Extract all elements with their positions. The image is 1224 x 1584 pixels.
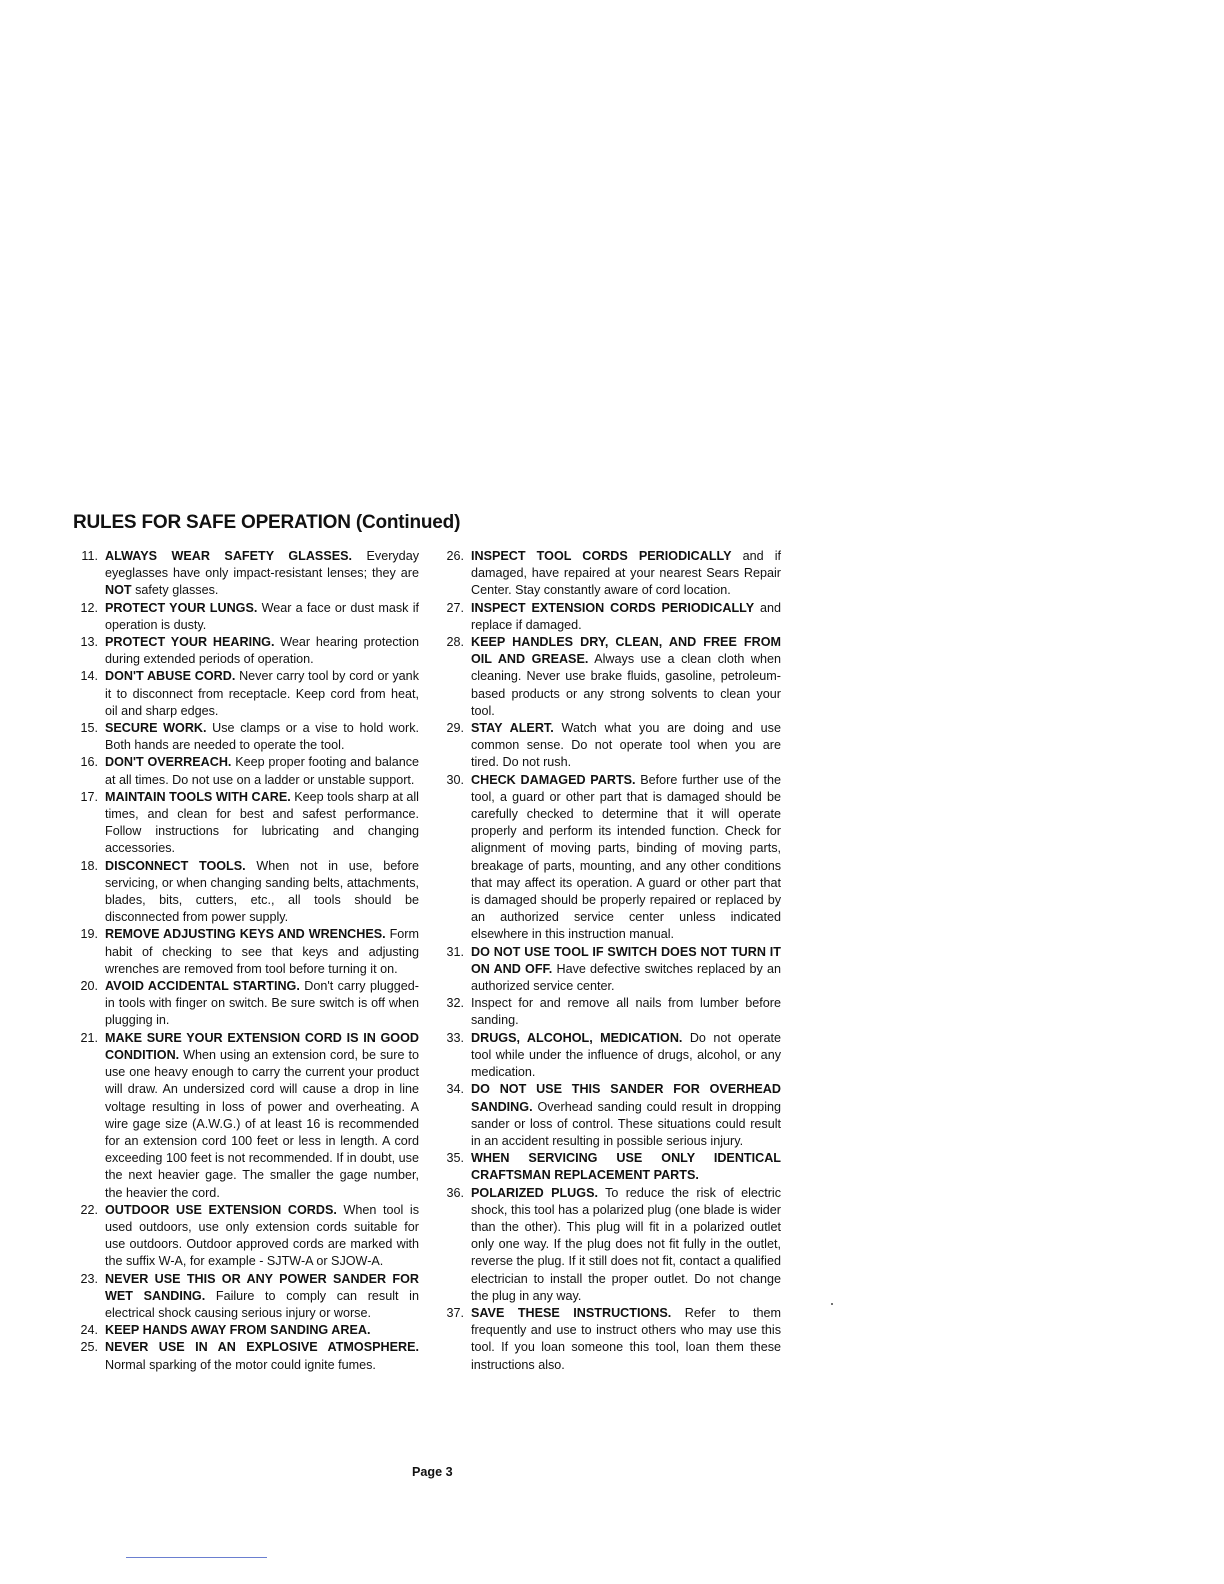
rule-text: and replace if damaged. <box>471 600 782 632</box>
rule-text: Overhead sanding could result in dropping sander or loss of control. These situations could result in an accident resulting in possible serious injury. <box>471 1099 781 1148</box>
rule-heading: MAKE SURE YOUR EXTENSION CORD IS IN GOOD CONDITION. <box>105 1030 419 1062</box>
rule-text: To reduce the risk of electric shock, this tool has a polarized plug (one blade is wider than the other). This plug will fit in a polarized outlet only one way. If the plug does not fit fully in the outlet, reverse the plug. If it still does not fit, contact a qualified electrician to install the proper outlet. Do not change the plug in any way. <box>471 1185 781 1303</box>
rule-heading: CHECK DAMAGED PARTS. <box>471 772 636 787</box>
rule-item <box>74 1030 419 1202</box>
rule-number: 20. <box>80 979 98 994</box>
rule-text: Refer to them frequently and use to instruct others who may use this tool. If you loan someone this tool, loan them these instructions also. <box>471 1305 782 1372</box>
rule-heading: KEEP HANDLES DRY, CLEAN, AND FREE FROM OIL AND GREASE. <box>471 635 781 667</box>
rule-text: Watch what you are doing and use common sense. Do not operate tool when you are tired. Do not rush. <box>471 721 781 770</box>
rule-number: 21. <box>80 1030 98 1045</box>
rule-number: 17. <box>80 789 98 804</box>
rule-text: When using an extension cord, be sure to use one heavy enough to carry the current your product will draw. An undersized cord will cause a drop in line voltage resulting in loss of power and overheating. A wire gage size (A.W.G.) of at least 16 is recommended for an extension cord 100 feet or less in length. A cord exceeding 100 feet is not recommended. If in doubt, use the next heavier gage. The smaller the gage number, the heavier the cord. <box>105 1047 419 1200</box>
rule-number: 34. <box>446 1082 464 1097</box>
rule-number: 12. <box>80 600 98 615</box>
rule-text: Keep proper footing and balance at all times. Do not use on a ladder or unstable support. <box>105 755 420 787</box>
rule-heading: KEEP HANDS AWAY FROM SANDING AREA. <box>105 1323 371 1338</box>
rule-text: When not in use, before servicing, or when changing sanding belts, attachments, blades, bits, cutters, etc., all tools should be disconnected from power supply. <box>105 858 419 925</box>
rule-heading: NEVER USE IN AN EXPLOSIVE ATMOSPHERE. <box>105 1340 419 1355</box>
rule-heading: DO NOT USE THIS SANDER FOR OVERHEAD SANDING. <box>471 1082 781 1114</box>
rule-heading: MAINTAIN TOOLS WITH CARE. <box>105 789 291 804</box>
page-number: Page 3 <box>412 1465 453 1479</box>
rule-text: Don't carry plugged-in tools with finger on switch. Be sure switch is off when plugging in. <box>105 979 419 1028</box>
rule-text: Do not operate tool while under the influence of drugs, alcohol, or any medication. <box>471 1030 781 1080</box>
rule-text-tail: safety glasses. <box>131 583 219 598</box>
rule-number: 18. <box>80 858 98 873</box>
rule-number: 16. <box>80 755 98 770</box>
page-title: RULES FOR SAFE OPERATION (Continued) <box>73 512 461 533</box>
rule-item <box>74 1322 419 1339</box>
rule-text: Normal sparking of the motor could ignite fumes. <box>105 1357 376 1372</box>
rule-heading: REMOVE ADJUSTING KEYS AND WRENCHES. <box>105 927 386 942</box>
rule-number: 30. <box>446 772 464 787</box>
rule-number: 33. <box>446 1030 464 1045</box>
rule-text: and if damaged, have repaired at your nearest Sears Repair Center. Stay constantly aware of cord location. <box>471 549 781 598</box>
rule-heading: INSPECT TOOL CORDS PERIODICALLY <box>471 549 732 563</box>
rule-heading: ALWAYS WEAR SAFETY GLASSES. <box>105 549 353 563</box>
rule-item <box>74 1339 419 1373</box>
rule-item <box>74 634 419 668</box>
rule-heading: AVOID ACCIDENTAL STARTING. <box>105 979 300 994</box>
rule-heading: POLARIZED PLUGS. <box>471 1185 598 1200</box>
rule-number: 22. <box>80 1202 98 1217</box>
rule-item <box>440 1185 781 1305</box>
rule-item <box>74 926 419 978</box>
rule-number: 31. <box>446 944 464 959</box>
rule-heading: DON'T ABUSE CORD. <box>105 669 236 684</box>
rule-text: Wear a face or dust mask if operation is dusty. <box>105 600 419 632</box>
rule-item <box>74 600 419 634</box>
rule-item <box>440 720 781 772</box>
rule-item <box>440 1030 781 1082</box>
rule-item <box>74 789 419 858</box>
rule-heading: OUTDOOR USE EXTENSION CORDS. <box>105 1202 337 1217</box>
rule-item <box>440 1081 781 1150</box>
rule-heading: DO NOT USE TOOL IF SWITCH DOES NOT TURN IT ON AND OFF. <box>471 944 781 976</box>
rule-text: Wear hearing protection during extended periods of operation. <box>105 635 419 667</box>
rule-text: Form habit of checking to see that keys and adjusting wrenches are removed from tool before turning it on. <box>105 927 419 976</box>
rule-heading: SECURE WORK. <box>105 721 207 736</box>
rule-text: Never carry tool by cord or yank it to disconnect from receptacle. Keep cord from heat, oil and sharp edges. <box>105 669 419 718</box>
rule-item <box>74 1271 419 1323</box>
rule-item <box>440 548 781 600</box>
scan-underline-mark <box>126 1557 267 1558</box>
rule-number: 14. <box>80 669 98 684</box>
rule-text: When tool is used outdoors, use only extension cords suitable for use outdoors. Outdoor approved cords are marked with the suffix W-A, for example - SJTW-A or SJOW-A. <box>105 1202 419 1269</box>
rule-text: Inspect for and remove all nails from lumber before sanding. <box>471 996 781 1028</box>
rule-emphasis: NOT <box>105 583 132 598</box>
rule-item <box>440 600 781 634</box>
rule-heading: DRUGS, ALCOHOL, MEDICATION. <box>471 1030 683 1045</box>
rule-number: 35. <box>446 1151 464 1166</box>
rule-heading: WHEN SERVICING USE ONLY IDENTICAL CRAFTSMAN REPLACEMENT PARTS. <box>471 1151 781 1183</box>
rule-heading: NEVER USE THIS OR ANY POWER SANDER FOR WET SANDING. <box>105 1271 419 1303</box>
rule-number: 24. <box>80 1323 98 1338</box>
rule-text: Use clamps or a vise to hold work. Both hands are needed to operate the tool. <box>105 721 420 753</box>
rule-item <box>440 944 781 996</box>
rule-number: 25. <box>80 1340 98 1355</box>
rules-list-left <box>74 548 419 1374</box>
scan-speck <box>831 1303 833 1305</box>
rule-number: 26. <box>446 549 464 563</box>
rule-text: Have defective switches replaced by an authorized service center. <box>471 961 781 994</box>
rules-list-right <box>440 548 781 1374</box>
rule-text: Keep tools sharp at all times, and clean for best and safest performance. Follow instructions for lubricating and changing accessories. <box>105 789 419 856</box>
rule-item <box>74 858 419 927</box>
rule-number: 37. <box>446 1305 464 1320</box>
rule-heading: DON'T OVERREACH. <box>105 755 232 770</box>
rule-item <box>440 1305 781 1374</box>
rule-item <box>74 548 419 600</box>
rule-heading: PROTECT YOUR HEARING. <box>105 635 275 650</box>
rule-text: Everyday eyeglasses have only impact-resistant lenses; they are <box>105 549 419 581</box>
rule-item <box>440 772 781 944</box>
rule-number: 15. <box>80 721 98 736</box>
rule-item <box>74 978 419 1030</box>
rule-number: 23. <box>80 1271 98 1286</box>
rule-item <box>74 720 419 754</box>
rule-heading: PROTECT YOUR LUNGS. <box>105 600 258 615</box>
rule-number: 13. <box>80 635 98 650</box>
rule-heading: DISCONNECT TOOLS. <box>105 858 246 873</box>
rule-item <box>74 1202 419 1271</box>
rule-number: 11. <box>81 549 98 563</box>
rule-item <box>74 668 419 720</box>
rule-number: 32. <box>446 996 464 1011</box>
rule-item <box>74 754 419 788</box>
rule-heading: INSPECT EXTENSION CORDS PERIODICALLY <box>471 600 755 615</box>
rule-number: 29. <box>446 721 464 736</box>
rule-text: Before further use of the tool, a guard or other part that is damaged should be carefully checked to determine that it will operate properly and perform its intended function. Check for alignment of moving parts, binding of moving parts, breakage of parts, mounting, and any other conditions that may affect its operation. A guard or other part that is damaged should be properly repaired or replaced by an authorized service center unless indicated elsewhere in this instruction manual. <box>471 772 781 942</box>
rule-item <box>440 995 781 1029</box>
rule-heading: STAY ALERT. <box>471 721 554 736</box>
rule-text: Always use a clean cloth when cleaning. Never use brake fluids, gasoline, petroleum-based products or any strong solvents to clean your tool. <box>471 652 781 718</box>
rule-number: 36. <box>446 1185 464 1200</box>
rule-number: 19. <box>80 927 98 942</box>
rule-item <box>440 1150 781 1184</box>
rule-heading: SAVE THESE INSTRUCTIONS. <box>471 1305 672 1320</box>
rule-text: Failure to comply can result in electrical shock causing serious injury or worse. <box>105 1288 419 1320</box>
rule-number: 28. <box>446 635 464 650</box>
rule-number: 27. <box>446 600 464 615</box>
rule-item <box>440 634 781 720</box>
